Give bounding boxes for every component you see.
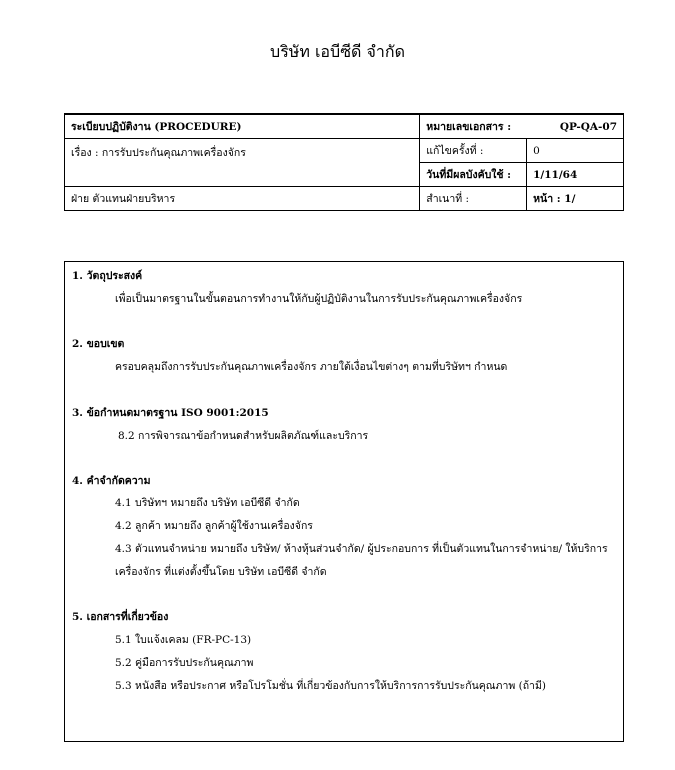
department-cell: ฝ่าย ตัวแทนฝ่ายบริหาร [65, 187, 420, 211]
section-5-item-3: 5.3 หนังสือ หรือประกาศ หรือโปรโมชั่น ที่เกี่ยวข้องกับการให้บริการการรับประกันคุณภาพ (ถ้ามี) [115, 680, 546, 692]
section-4-item-1: 4.1 บริษัทฯ หมายถึง บริษัท เอบีซีดี จำกัด [115, 497, 300, 509]
section-5-item-2: 5.2 คู่มือการรับประกันคุณภาพ [115, 657, 254, 669]
subject-cell: เรื่อง : การรับประกันคุณภาพเครื่องจักร [65, 139, 420, 187]
section-2-heading: 2. ขอบเขต [72, 338, 125, 350]
section-4-item-3-line-1: 4.3 ตัวแทนจำหน่าย หมายถึง บริษัท/ ห้างหุ้นส่วนจำกัด/ ผู้ประกอบการ ที่เป็นตัวแทนในการจำหน่าย/ ให้บริการ [115, 543, 608, 555]
section-4-item-2: 4.2 ลูกค้า หมายถึง ลูกค้าผู้ใช้งานเครื่องจักร [115, 520, 313, 532]
company-name: บริษัท เอบีซีดี จำกัด [270, 42, 405, 61]
page-number: หน้า : 1/ [527, 187, 624, 211]
effective-date-label: วันที่มีผลบังคับใช้ : [420, 163, 527, 187]
document-header-table [64, 113, 624, 211]
section-2-text: ครอบคลุมถึงการรับประกันคุณภาพเครื่องจักร ภายใต้เงื่อนไขต่างๆ ตามที่บริษัทฯ กำหนด [115, 361, 508, 373]
revision-value: 0 [527, 139, 624, 163]
section-5-item-1: 5.1 ใบแจ้งเคลม (FR-PC-13) [115, 634, 252, 646]
section-3-heading: 3. ข้อกำหนดมาตรฐาน ISO 9001:2015 [72, 407, 269, 419]
copy-number-label: สำเนาที่ : [420, 187, 527, 211]
section-3-item: 8.2 การพิจารณาข้อกำหนดสำหรับผลิตภัณฑ์และบริการ [118, 430, 369, 442]
section-4-heading: 4. คำจำกัดความ [72, 475, 151, 487]
section-1-text: เพื่อเป็นมาตรฐานในขั้นตอนการทำงานให้กับผู้ปฏิบัติงานในการรับประกันคุณภาพเครื่องจักร [115, 293, 523, 305]
section-5-heading: 5. เอกสารที่เกี่ยวข้อง [72, 611, 169, 623]
section-1-heading: 1. วัตถุประสงค์ [72, 270, 143, 282]
procedure-body [64, 261, 624, 742]
section-4-item-3-line-2: เครื่องจักร ที่แต่งตั้งขึ้นโดย บริษัท เอบีซีดี จำกัด [115, 566, 327, 578]
doc-number-value: QP-QA-07 [559, 120, 617, 133]
doc-number-label: หมายเลขเอกสาร : [426, 121, 512, 133]
effective-date-value: 1/11/64 [527, 163, 624, 187]
revision-label: แก้ไขครั้งที่ : [420, 139, 527, 163]
procedure-label: ระเบียบปฏิบัติงาน (PROCEDURE) [65, 114, 420, 139]
doc-number-cell [420, 114, 624, 139]
